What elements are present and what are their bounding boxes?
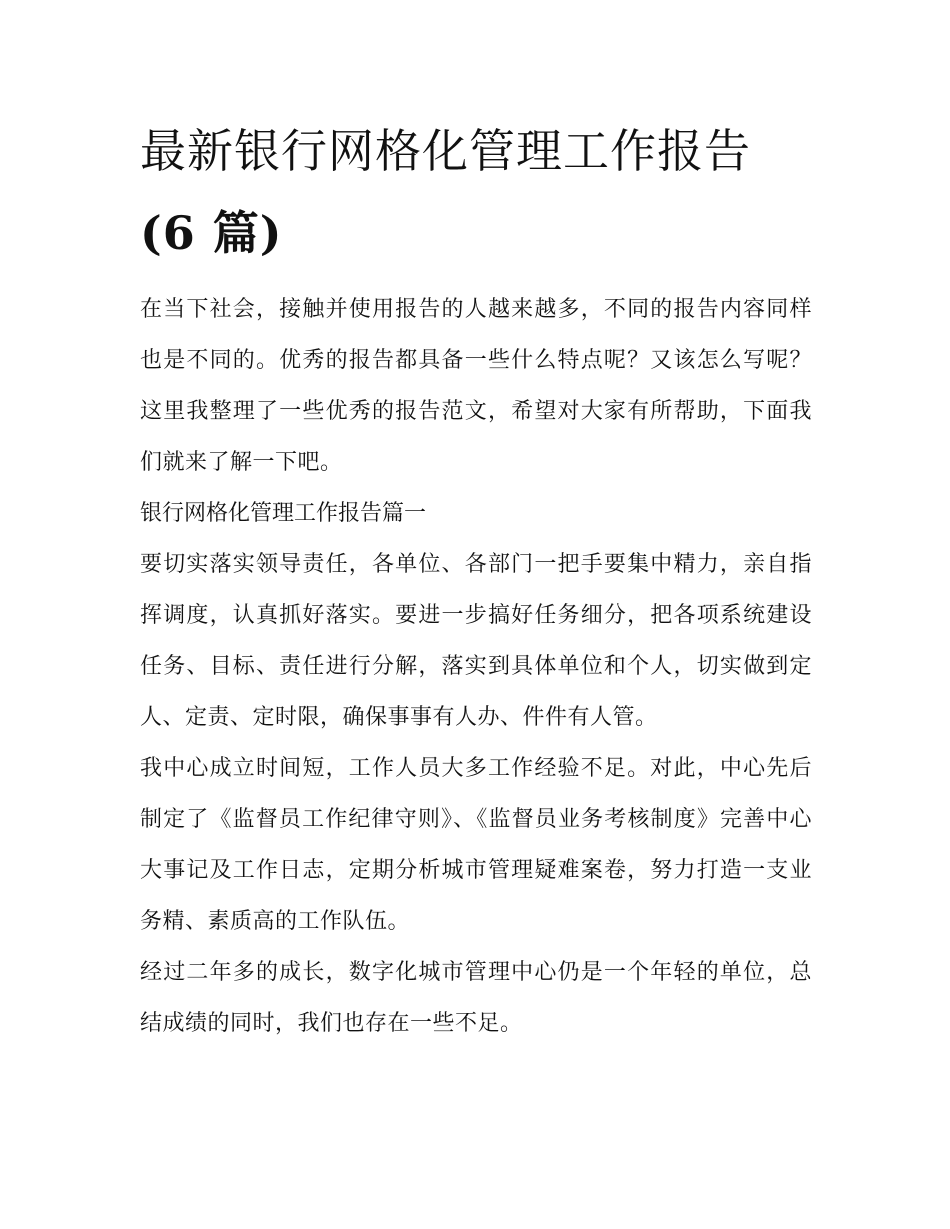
document-page (140, 110, 812, 1049)
section-heading: 银行网格化管理工作报告篇一 (140, 501, 427, 526)
body-paragraph-1: 要切实落实领导责任，各单位、各部门一把手要集中精力，亲自指挥调度，认真抓好落实。要进一步搞好任务细分，把各项系统建设任务、目标、责任进行分解，落实到具体单位和个人，切实做到定人、定责、定时限，确保事事有人办、件件有人管。 (140, 552, 812, 730)
body-paragraph-3: 经过二年多的成长，数字化城市管理中心仍是一个年轻的单位，总结成绩的同时，我们也存在一些不足。 (140, 960, 812, 1036)
intro-paragraph: 在当下社会，接触并使用报告的人越来越多，不同的报告内容同样也是不同的。优秀的报告都具备一些什么特点呢？又该怎么写呢？这里我整理了一些优秀的报告范文，希望对大家有所帮助，下面我们就来了解一下吧。 (140, 297, 812, 475)
body-paragraph-2: 我中心成立时间短，工作人员大多工作经验不足。对此，中心先后制定了《监督员工作纪律守则》、《监督员业务考核制度》完善中心大事记及工作日志，定期分析城市管理疑难案卷，努力打造一支业务精、素质高的工作队伍。 (140, 756, 812, 934)
title-sub: (6 篇) (140, 206, 283, 260)
document-title (140, 110, 812, 274)
title-main: 最新银行网格化管理工作报告 (140, 124, 751, 178)
